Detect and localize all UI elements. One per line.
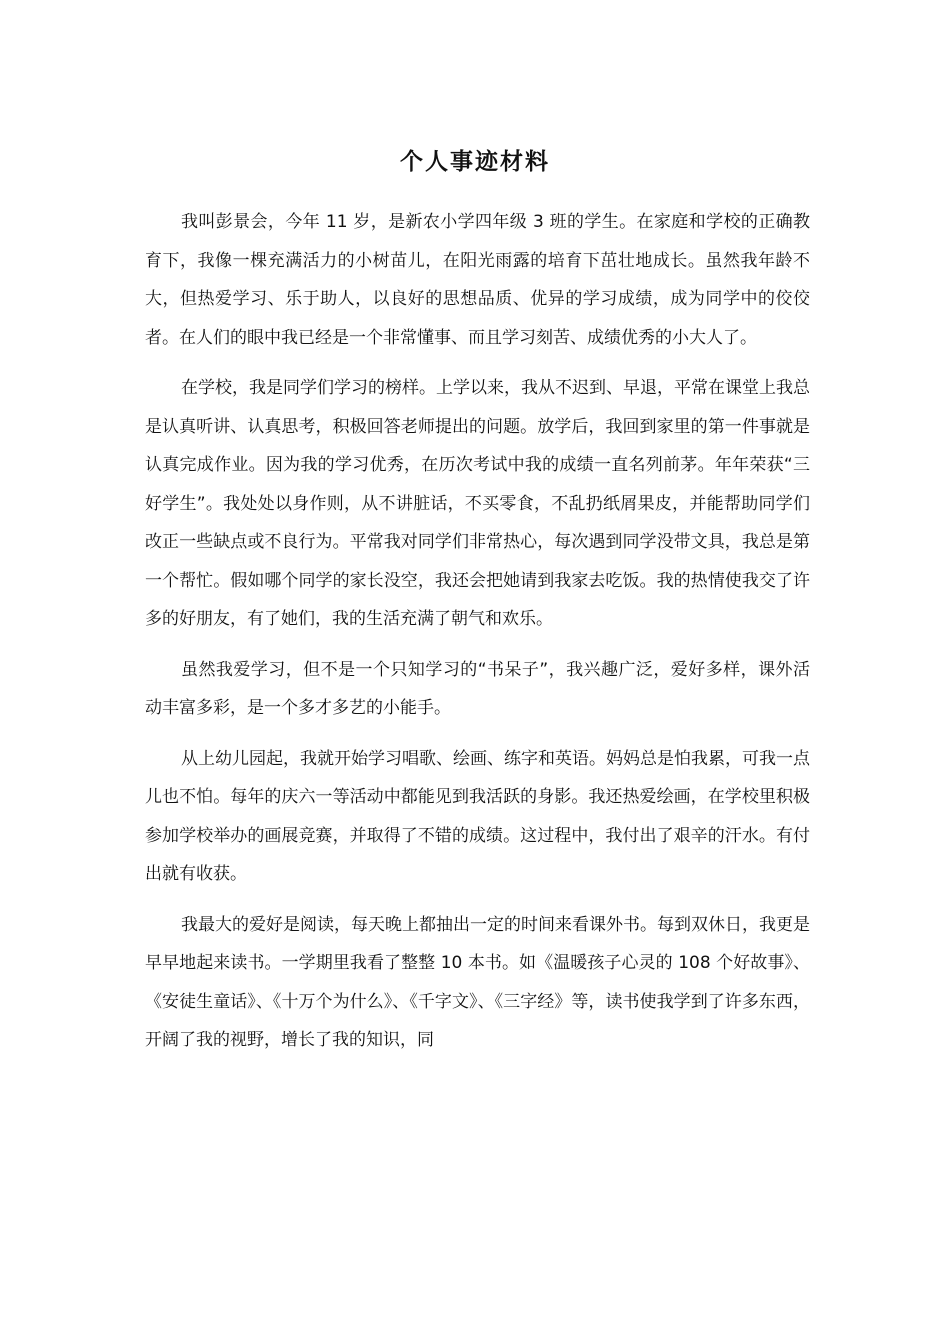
paragraph-arts: 从上幼儿园起，我就开始学习唱歌、绘画、练字和英语。妈妈总是怕我累，可我一点儿也不怕。每年的庆六一等活动中都能见到我活跃的身影。我还热爱绘画，在学校里积极参加学校举办的画展竞赛，并取得了不错的成绩。这过程中，我付出了艰辛的汗水。有付出就有收获。 [145,748,810,884]
paragraph-interests: 虽然我爱学习，但不是一个只知学习的“书呆子”，我兴趣广泛，爱好多样，课外活动丰富多彩，是一个多才多艺的小能手。 [145,659,810,718]
paragraph-introduction: 我叫彭景会，今年 11 岁，是新农小学四年级 3 班的学生。在家庭和学校的正确教育下，我像一棵充满活力的小树苗儿，在阳光雨露的培育下茁壮地成长。虽然我年龄不大，但热爱学习、乐于助人，以良好的思想品质、优异的学习成绩，成为同学中的佼佼者。在人们的眼中我已经是一个非常懂事、而且学习刻苦、成绩优秀的小大人了。 [145,212,810,348]
document-title: 个人事迹材料 [400,148,550,175]
document-body [145,203,810,1072]
paragraph-school-life: 在学校，我是同学们学习的榜样。上学以来，我从不迟到、早退，平常在课堂上我总是认真听讲、认真思考，积极回答老师提出的问题。放学后，我回到家里的第一件事就是认真完成作业。因为我的学习优秀，在历次考试中我的成绩一直名列前茅。年年荣获“三好学生”。我处处以身作则，从不讲脏话，不买零食，不乱扔纸屑果皮，并能帮助同学们改正一些缺点或不良行为。平常我对同学们非常热心，每次遇到同学没带文具，我总是第一个帮忙。假如哪个同学的家长没空，我还会把她请到我家去吃饭。我的热情使我交了许多的好朋友，有了她们，我的生活充满了朝气和欢乐。 [145,378,810,629]
paragraph-reading: 我最大的爱好是阅读，每天晚上都抽出一定的时间来看课外书。每到双休日，我更是早早地起来读书。一学期里我看了整整 10 本书。如《温暖孩子心灵的 108 个好故事》、《安徒生童话》、《十万个为什么》、《千字文》、《三字经》等，读书使我学到了许多东西，开阔了我的视野，增长了我的知识，同 [145,914,810,1050]
